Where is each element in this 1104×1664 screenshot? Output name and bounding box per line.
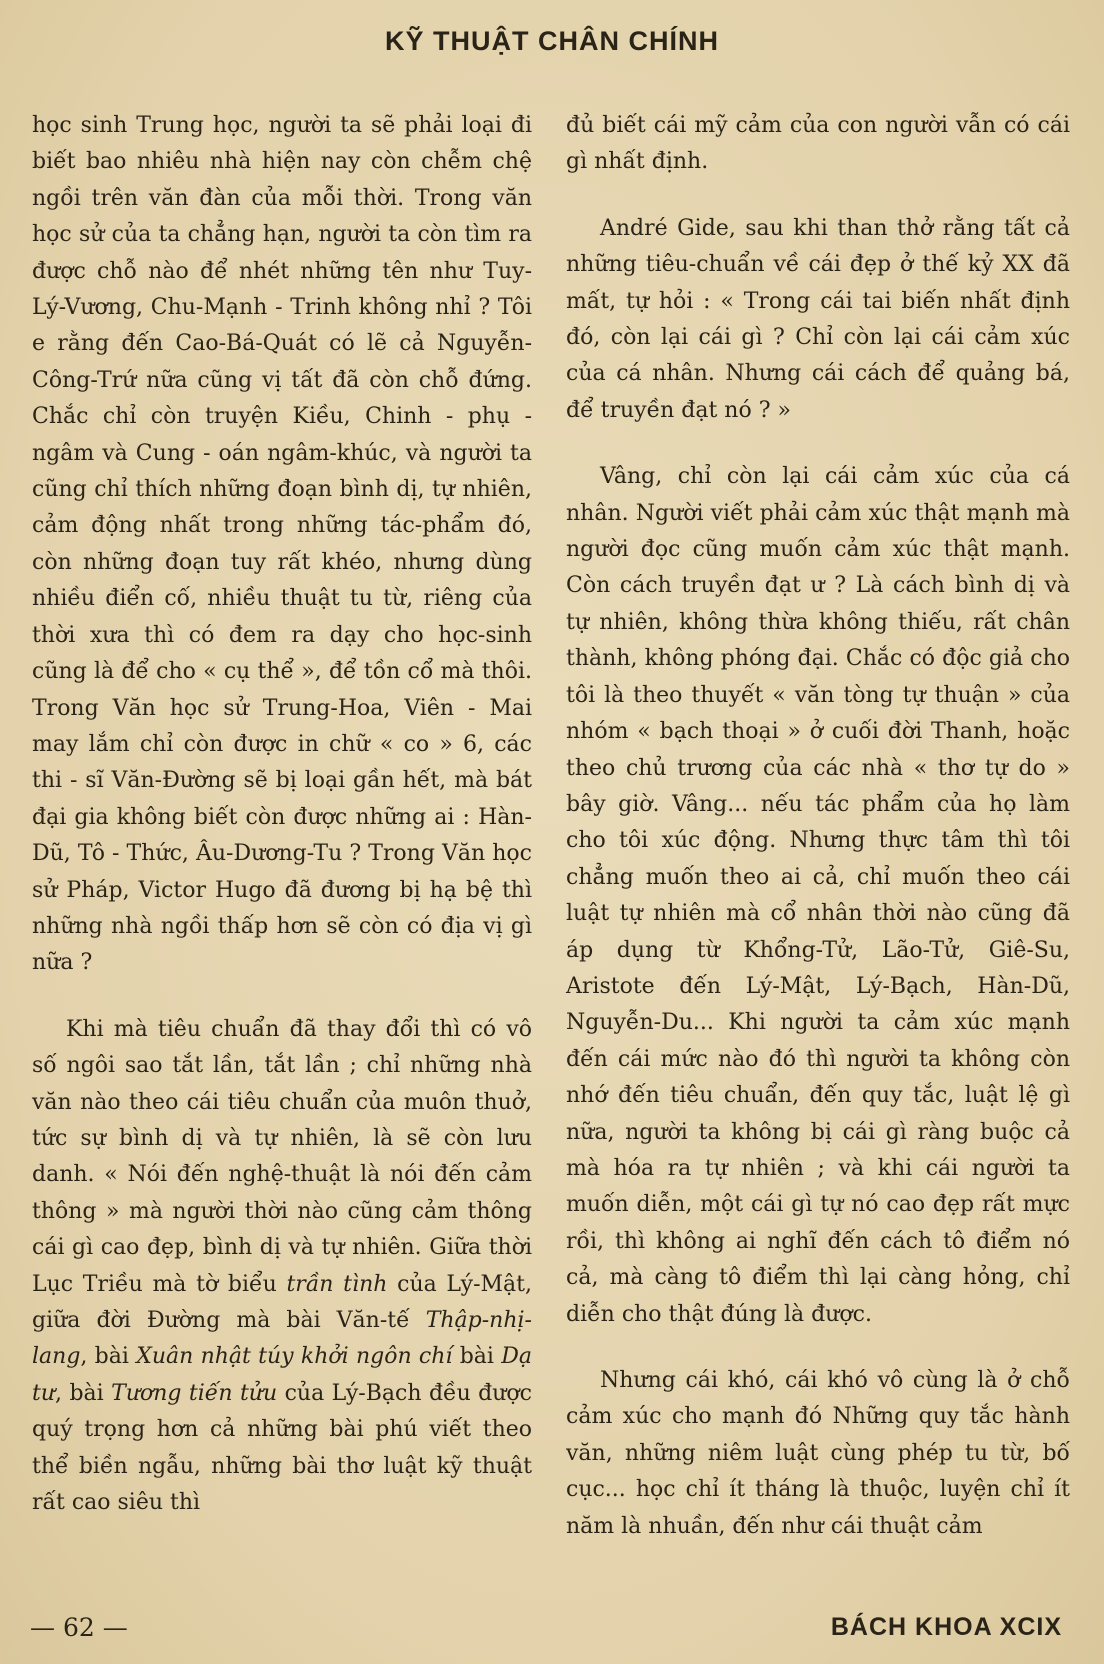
text-run: , bài — [80, 1344, 137, 1370]
page-header-title: KỸ THUẬT CHÂN CHÍNH — [385, 26, 719, 56]
italic-title: Dạ tư — [32, 1344, 532, 1406]
paragraph: Nhưng cái khó, cái khó vô cùng là ở chỗ cảm xúc cho mạnh đó Những quy tắc hành văn, những niêm luật cùng phép tu từ, bố cục... học chỉ ít tháng là thuộc, luyện chỉ ít năm là nhuần, đến như cái thuật cảm — [566, 1368, 1070, 1539]
paragraph: đủ biết cái mỹ cảm của con người vẫn có cái gì nhất định. — [566, 113, 1070, 175]
italic-title: Tương tiến tửu — [111, 1380, 278, 1406]
italic-title: Thập-nhị-lang — [32, 1308, 532, 1370]
paragraph: André Gide, sau khi than thở rằng tất cả những tiêu-chuẩn về cái đẹp ở thế kỷ XX đã mất, tự hỏi : « Trong cái tai biến nhất định đó, còn lại cái gì ? Chỉ còn lại cái cảm xúc của cá nhân. Nhưng cái cách để quảng bá, để truyền đạt nó ? » — [566, 215, 1070, 423]
text-run: Khi mà tiêu chuẩn đã thay đổi thì có vô số ngôi sao tắt lần, tắt lần ; chỉ những nhà văn nào theo cái tiêu chuẩn của muôn thuở, tức sự bình dị và tự nhiên, là sẽ còn lưu danh. « Nói đến nghệ-thuật là nói đến cảm thông » mà người thời nào cũng cảm thông cái gì cao đẹp, bình dị và tự nhiên. Giữa thời Lục Triều mà tờ biểu — [32, 1016, 532, 1297]
text-run: của Lý-Mật, giữa đời Đường mà bài Văn-tế — [32, 1271, 532, 1333]
text-run: , bài — [55, 1380, 112, 1406]
text-run: bài — [452, 1344, 502, 1370]
paragraph: Vâng, chỉ còn lại cái cảm xúc của cá nhân. Người viết phải cảm xúc thật mạnh mà người đọc cũng muốn cảm xúc thật mạnh. Còn cách truyền đạt ư ? Là cách bình dị và tự nhiên, không thừa không thiếu, rất chân thành, không phóng đại. Chắc có độc giả cho tôi là theo thuyết « văn tòng tự thuận » của nhóm « bạch thoại » ở cuối đời Thanh, hoặc theo chủ trương của các nhà « thơ tự do » bây giờ. Vâng... nếu tác phẩm của họ làm cho tôi xúc động. Nhưng thực tâm thì tôi chẳng muốn theo ai cả, chỉ muốn theo cái luật tự nhiên mà cổ nhân thời nào cũng đã áp dụng từ Khổng-Tử, Lão-Tử, Giê-Su, Aristote đến Lý-Mật, Lý-Bạch, Hàn-Dũ, Nguyễn-Du... Khi người ta cảm xúc mạnh đến cái mức nào đó thì người ta không còn nhớ đến tiêu chuẩn, đến quy tắc, luật lệ gì nữa, người ta không bị cái gì ràng buộc cả mà hóa ra tự nhiên ; và khi cái người ta muốn diễn, một cái gì tự nó cao đẹp rất mực rồi, thì không ai nghĩ đến cách tô điểm nó cả, mà càng tô điểm thì lại càng hỏng, chỉ diễn cho thật đúng là được. — [566, 464, 1070, 1327]
right-column — [566, 108, 1070, 1545]
paragraph: học sinh Trung học, người ta sẽ phải loại đi biết bao nhiêu nhà hiện nay còn chễm chệ ngồi trên văn đàn của mỗi thời. Trong văn học sử của ta chẳng hạn, người ta còn tìm ra được chỗ nào để nhét những tên như Tuy-Lý-Vương, Chu-Mạnh - Trinh không nhỉ ? Tôi e rằng đến Cao-Bá-Quát có lẽ cả Nguyễn-Công-Trứ nữa cũng vị tất đã còn chỗ đứng. Chắc chỉ còn truyện Kiều, Chinh - phụ - ngâm và Cung - oán ngâm-khúc, và người ta cũng chỉ thích những đoạn bình dị, tự nhiên, cảm động nhất trong những tác-phẩm đó, còn những đoạn tuy rất khéo, nhưng dùng nhiều điển cố, nhiều thuật tu từ, riêng của thời xưa thì có đem ra dạy cho học-sinh cũng là để cho « cụ thể », để tồn cổ mà thôi. Trong Văn học sử Trung-Hoa, Viên - Mai may lắm chỉ còn được in chữ « co » 6, các thi - sĩ Văn-Đường sẽ bị loại gần hết, mà bát đại gia không biết còn được những ai : Hàn-Dũ, Tô - Thức, Âu-Dương-Tu ? Trong Văn học sử Pháp, Victor Hugo đã đương bị hạ bệ thì những nhà ngồi thấp hơn sẽ còn có địa vị gì nữa ? — [32, 113, 532, 976]
publication-name: BÁCH KHOA XCIX — [830, 1613, 1062, 1641]
italic-title: trần tình — [286, 1271, 388, 1297]
page-number: — 62 — — [30, 1613, 128, 1642]
paragraph — [32, 1012, 532, 1522]
text-run: của Lý-Bạch đều được quý trọng hơn cả những bài phú viết theo thể biền ngẫu, những bài thơ luật kỹ thuật rất cao siêu thì — [32, 1380, 532, 1516]
left-column — [32, 108, 532, 1521]
italic-title: Xuân nhật túy khởi ngôn chí — [136, 1344, 453, 1370]
